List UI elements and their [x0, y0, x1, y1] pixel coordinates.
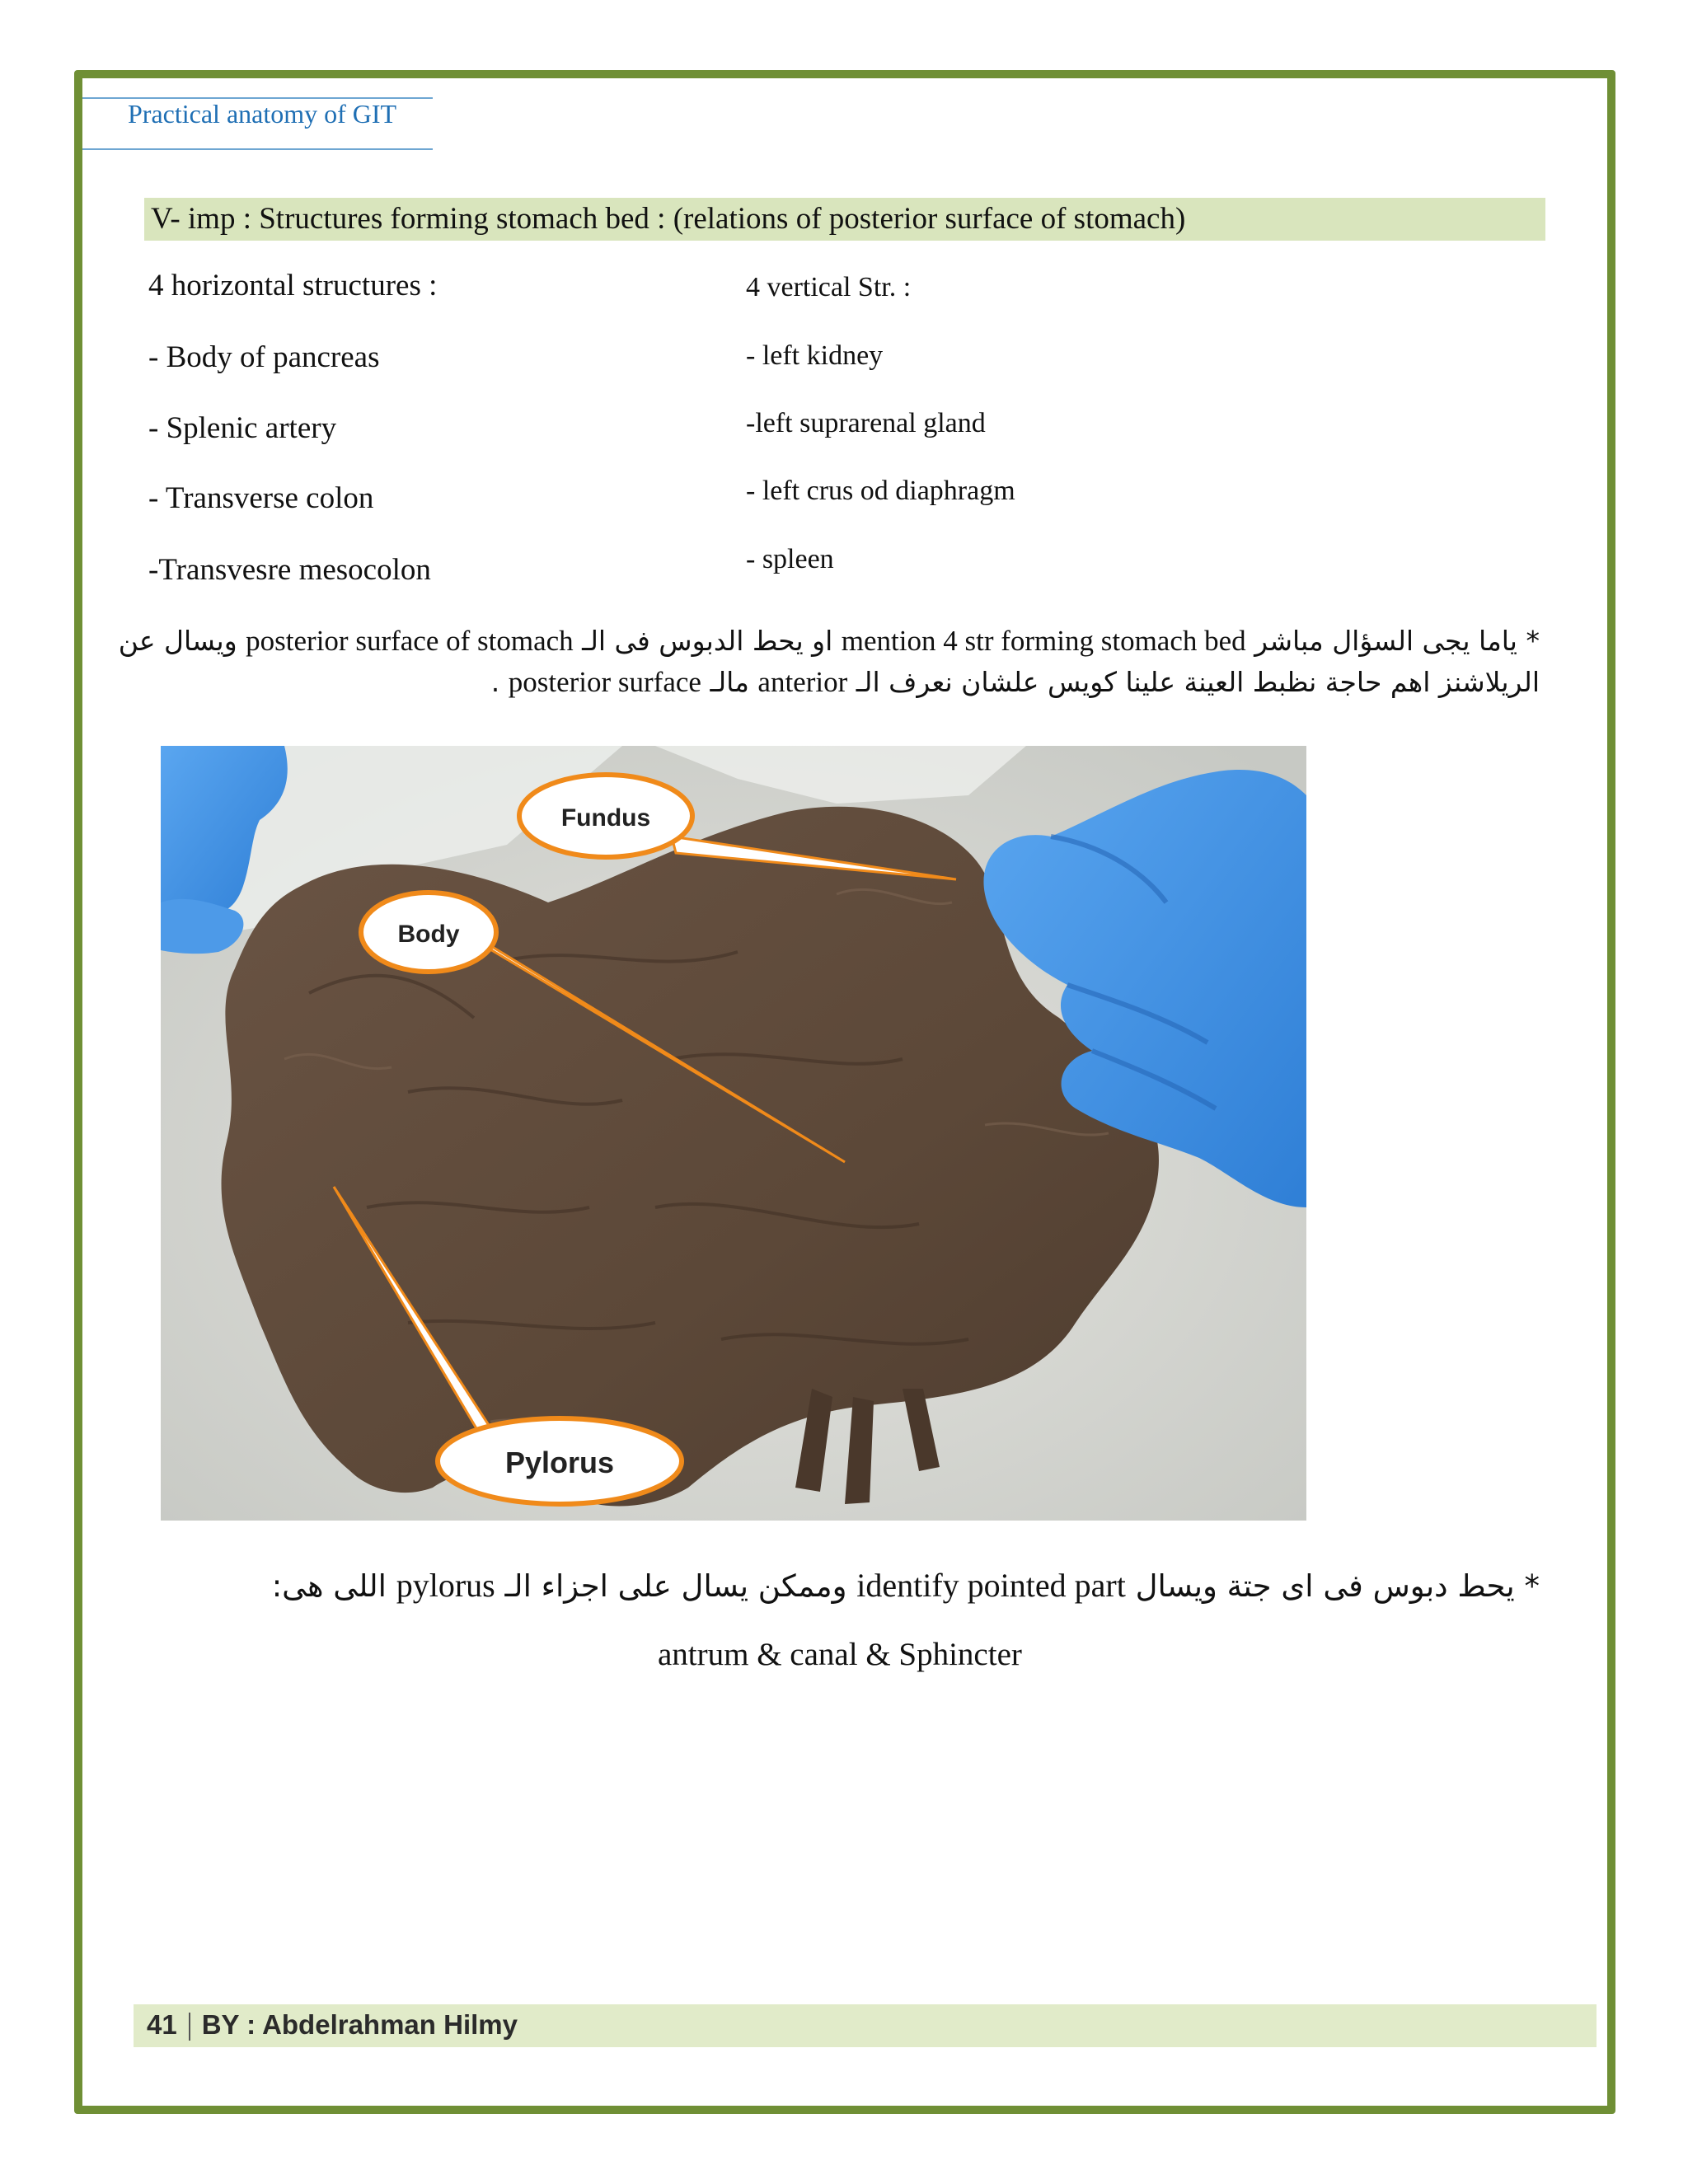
- list-item: - left crus od diaphragm: [746, 476, 1015, 506]
- footer-separator: [189, 2013, 190, 2041]
- exam-note-line-1: [118, 625, 1540, 658]
- note-text: ويسال عن: [118, 625, 237, 657]
- list-item: - left kidney: [746, 340, 884, 371]
- author-credit: BY : Abdelrahman Hilmy: [201, 2009, 518, 2040]
- list-item: -Transvesre mesocolon: [148, 553, 431, 587]
- body-label: Body: [397, 921, 460, 948]
- list-item: -left suprarenal gland: [746, 408, 986, 438]
- note-latin: pylorus: [396, 1567, 495, 1604]
- list-item: - Splenic artery: [148, 411, 337, 445]
- running-header: Practical anatomy of GIT: [128, 99, 397, 129]
- list-item: - Body of pancreas: [148, 340, 380, 374]
- note-text: وممكن يسال على اجزاء الـ: [504, 1568, 847, 1604]
- pylorus-parts-answer: antrum & canal & Sphincter: [658, 1637, 1022, 1672]
- note-latin: identify pointed part: [856, 1567, 1126, 1604]
- note-text: ياما يجى السؤال مباشر: [1254, 625, 1517, 657]
- note-text: او يحط الدبوس فى الـ: [582, 625, 833, 657]
- page-number: 41: [147, 2009, 177, 2040]
- note-text: مالـ: [710, 666, 749, 698]
- note-text: اللى هى:: [271, 1568, 387, 1604]
- horizontal-title: 4 horizontal structures :: [148, 269, 438, 302]
- note-text: .: [490, 666, 500, 698]
- stomach-specimen-photo: [161, 746, 1306, 1521]
- list-item: - Transverse colon: [148, 481, 374, 515]
- note-star: *: [1526, 625, 1540, 657]
- note-latin: posterior surface of stomach: [246, 625, 574, 657]
- note-latin: mention 4 str forming stomach bed: [841, 625, 1246, 657]
- exam-note-line-2: [138, 666, 1540, 699]
- note-latin: posterior surface: [508, 666, 701, 698]
- pylorus-label: Pylorus: [504, 1446, 615, 1479]
- note-latin: anterior: [757, 666, 848, 698]
- note-text: يحط دبوس فى اى جتة ويسال: [1135, 1568, 1515, 1604]
- note-star: *: [1524, 1568, 1540, 1604]
- list-item: - spleen: [746, 544, 834, 574]
- section-heading: V- imp : Structures forming stomach bed : (relations of posterior surface of stomach): [144, 198, 1545, 241]
- note-text: الريلاشنز اهم حاجة نظبط العينة علينا كويس علشان نعرف الـ: [856, 666, 1540, 698]
- vertical-title: 4 vertical Str. :: [746, 272, 912, 302]
- header-rule-bottom: [82, 148, 433, 150]
- footer: [147, 2009, 518, 2041]
- exam-note-pylorus: [138, 1566, 1540, 1605]
- fundus-label: Fundus: [560, 804, 651, 832]
